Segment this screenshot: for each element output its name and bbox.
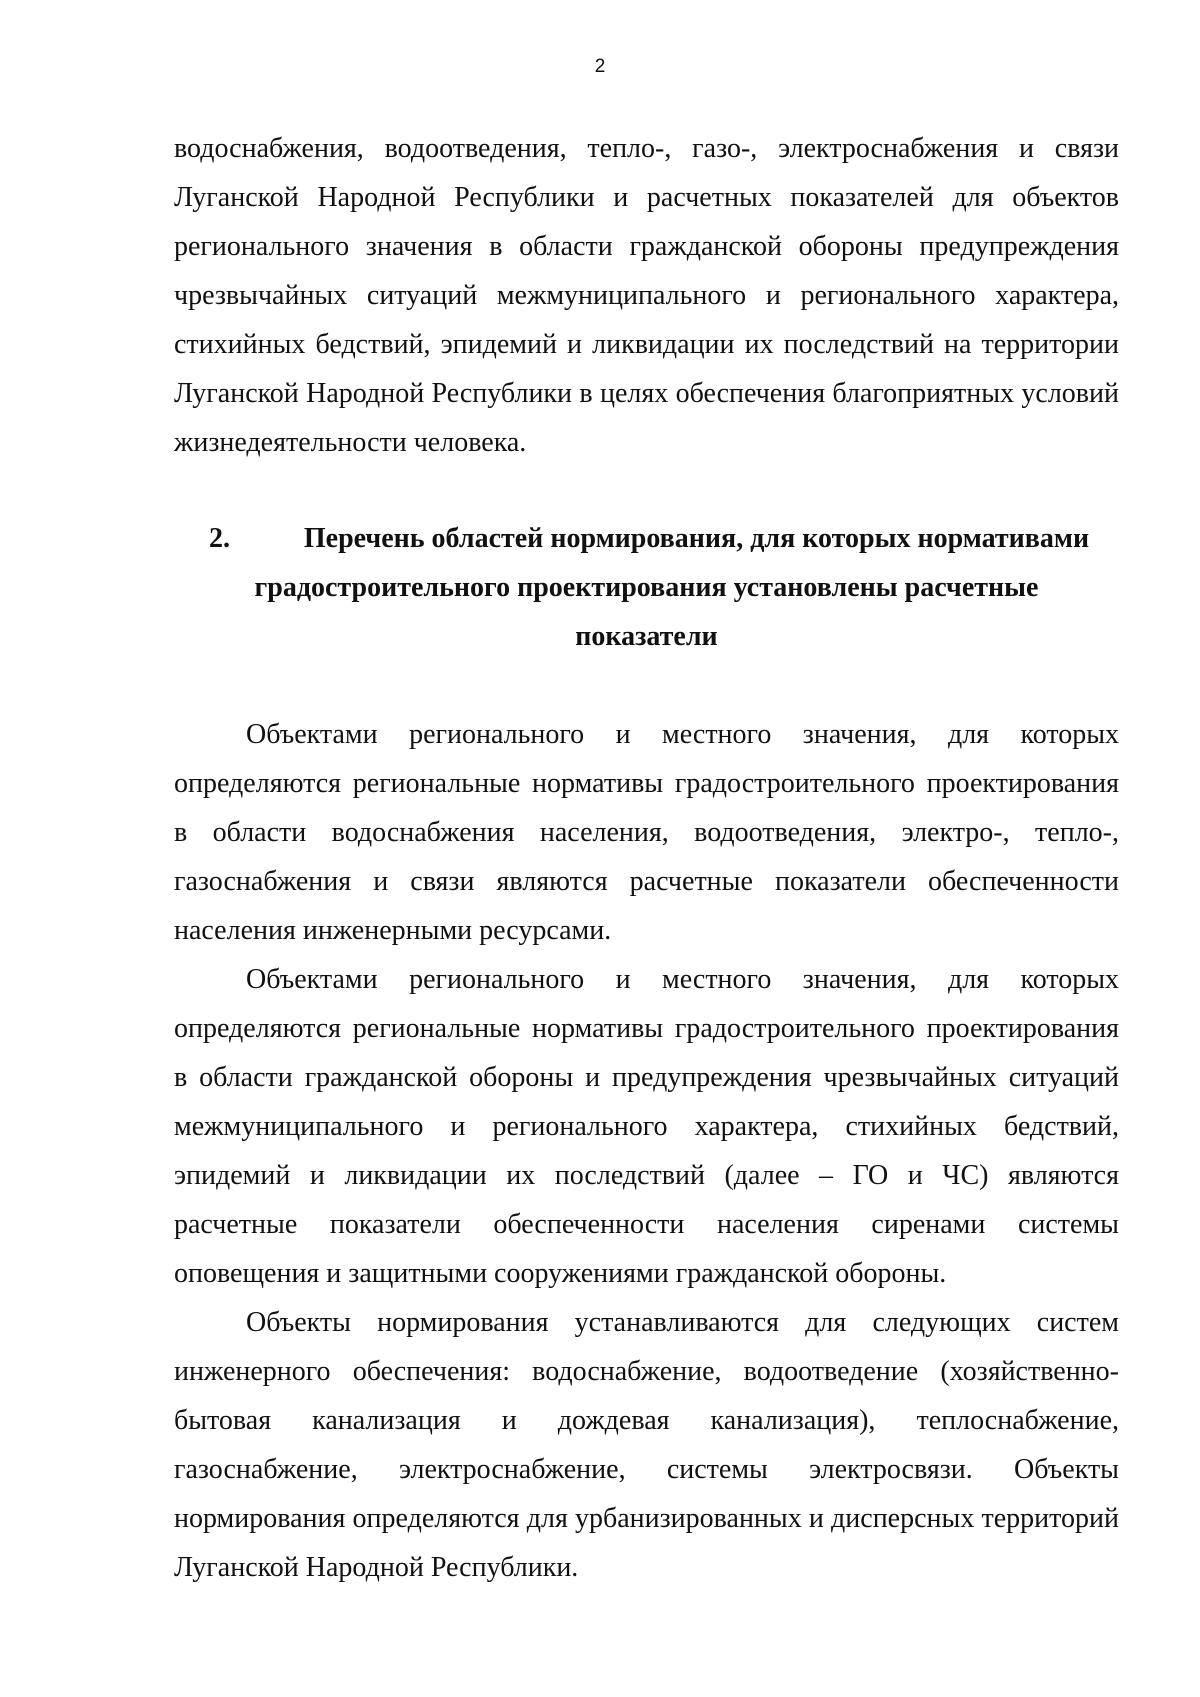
page-number: 2 [594,56,606,77]
body-paragraph-3: Объекты нормирования устанавливаются для следующих систем инженерного обеспечения: водоснабжение, водоотведение (хозяйственно-бытовая канализация и дождевая канализация), теплоснабжение, газоснабжение, электроснабжение, системы электросвязи. Объекты нормирования определяются для урбанизированных и дисперсных территорий Луганской Народной Республики. [174,1307,1119,1583]
body-paragraph-2: Объектами регионального и местного значения, для которых определяются региональные нормативы градостроительного проектирования в области гражданской обороны и предупреждения чрезвычайных ситуаций межмуниципального и регионального характера, стихийных бедствий, эпидемий и ликвидации их последствий (далее – ГО и ЧС) являются расчетные показатели обеспеченности населения сиренами системы оповещения и защитными сооружениями гражданской обороны. [174,964,1119,1289]
section-number: 2. [209,523,230,554]
intro-paragraph: водоснабжения, водоотведения, тепло-, газо-, электроснабжения и связи Луганской Народной Республики и расчетных показателей для объектов регионального значения в области гражданской обороны предупреждения чрезвычайных ситуаций межмуниципального и регионального характера, стихийных бедствий, эпидемий и ликвидации их последствий на территории Луганской Народной Республики в целях обеспечения благоприятных условий жизнедеятельности человека. [174,133,1119,458]
section-heading [174,514,1119,661]
section-title-line-2: градостроительного проектирования установлены расчетные [254,572,1039,603]
body-paragraph-1: Объектами регионального и местного значения, для которых определяются региональные нормативы градостроительного проектирования в области водоснабжения населения, водоотведения, электро-, тепло-, газоснабжения и связи являются расчетные показатели обеспеченности населения инженерными ресурсами. [174,719,1119,946]
document-body [174,124,1119,1592]
section-title-line-1: Перечень областей нормирования, для которых нормативами [303,523,1090,554]
section-title-line-3: показатели [575,621,718,652]
